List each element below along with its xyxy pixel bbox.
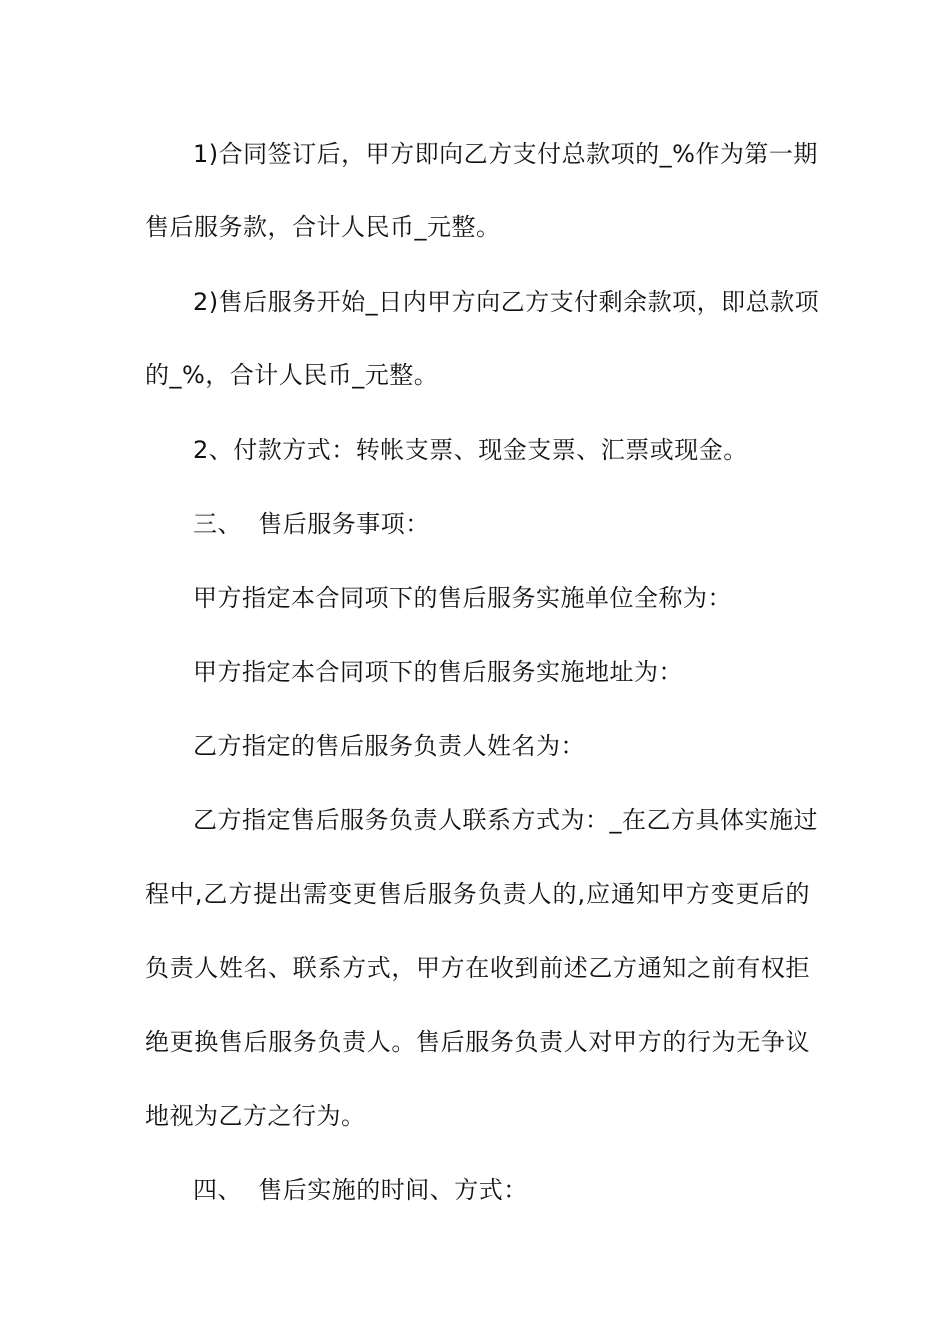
paragraph-line: 甲方指定本合同项下的售后服务实施单位全称为： (193, 584, 732, 612)
paragraph-line: 绝更换售后服务负责人。售后服务负责人对甲方的行为无争议 (145, 1028, 810, 1056)
section-heading: 四、 售后实施的时间、方式： (193, 1176, 528, 1204)
paragraph-line: 乙方指定的售后服务负责人姓名为： (193, 732, 585, 760)
paragraph-line: 2、付款方式：转帐支票、现金支票、汇票或现金。 (193, 436, 748, 464)
paragraph-line: 乙方指定售后服务负责人联系方式为：_在乙方具体实施过 (193, 806, 818, 834)
section-heading: 三、 售后服务事项： (193, 510, 430, 538)
paragraph-line: 甲方指定本合同项下的售后服务实施地址为： (193, 658, 683, 686)
paragraph-line: 地视为乙方之行为。 (145, 1102, 366, 1130)
paragraph-line: 的_%，合计人民币_元整。 (145, 361, 439, 389)
paragraph-line: 2)售后服务开始_日内甲方向乙方支付剩余款项，即总款项 (193, 288, 820, 316)
paragraph-line: 售后服务款，合计人民币_元整。 (145, 213, 501, 241)
paragraph-line: 负责人姓名、联系方式，甲方在收到前述乙方通知之前有权拒 (145, 954, 810, 982)
paragraph-line: 1)合同签订后，甲方即向乙方支付总款项的_%作为第一期 (193, 140, 818, 168)
paragraph-line: 程中,乙方提出需变更售后服务负责人的,应通知甲方变更后的 (145, 880, 810, 908)
